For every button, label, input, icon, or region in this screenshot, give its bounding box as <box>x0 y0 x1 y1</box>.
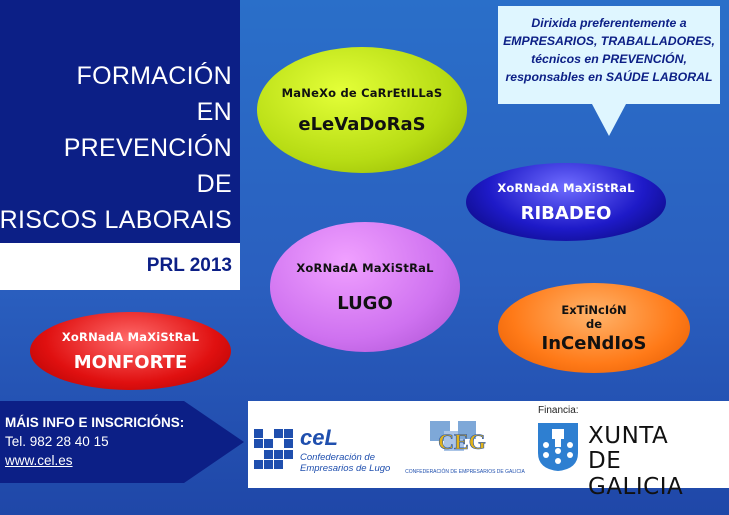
year-panel <box>0 243 240 290</box>
bubble-subtitle-2: de <box>585 316 603 331</box>
cel-grid-icon <box>254 429 294 469</box>
bubble-title: RIBADEO <box>520 202 612 224</box>
ceg-mark-icon <box>424 417 500 463</box>
ceg-name: CEG <box>438 429 486 454</box>
bubble-elevadoras <box>257 47 467 173</box>
year-label: PRL 2013 <box>146 255 232 276</box>
title-panel <box>0 0 240 243</box>
xunta-title: XUNTA <box>588 423 669 449</box>
title-line: DE <box>196 170 232 198</box>
ceg-subtitle: CONFEDERACIÓN DE EMPRESARIOS DE GALICIA <box>405 469 525 475</box>
bubble-lugo <box>270 222 460 352</box>
cel-name: ceL <box>300 425 338 450</box>
bubble-title: LUGO <box>337 292 393 314</box>
bubble-monforte <box>30 312 231 390</box>
bubble-incendios <box>498 283 690 373</box>
cel-subtitle-line: Empresarios de Lugo <box>300 463 391 474</box>
audience-callout <box>498 6 720 136</box>
cel-subtitle-line: Confederación de <box>300 452 375 463</box>
bubble-subtitle: ExTiNcIóN <box>561 302 627 317</box>
bubble-ribadeo <box>466 163 666 241</box>
bubble-subtitle: MaNeXo de CaRrEtILLaS <box>281 85 443 100</box>
bubble-title: InCeNdIoS <box>541 332 647 354</box>
logos-bar <box>248 401 729 500</box>
website-link[interactable]: www.cel.es <box>5 453 73 468</box>
financia-label: Financia: <box>538 405 579 416</box>
phone-number: Tel. 982 28 40 15 <box>5 434 109 449</box>
bubble-subtitle: XoRNadA MaXiStRaL <box>61 329 200 344</box>
bubble-subtitle: XoRNadA MaXiStRaL <box>497 180 635 195</box>
ceg-logo <box>400 415 530 481</box>
bubble-title: eLeVaDoRaS <box>298 113 426 135</box>
title-line: FORMACIÓN <box>76 62 232 90</box>
bubble-title: MONFORTE <box>73 351 188 373</box>
title-line: PREVENCIÓN <box>63 134 232 162</box>
main-title <box>0 58 232 238</box>
cel-logo <box>254 425 404 477</box>
cel-subtitle <box>300 452 390 474</box>
galicia-shield-icon <box>538 423 578 471</box>
title-line: RISCOS LABORAIS <box>0 206 232 234</box>
bubble-subtitle: XoRNadA MaXiStRaL <box>296 260 434 275</box>
info-arrow <box>0 401 244 483</box>
callout-text: Dirixida preferentemente a EMPRESARIOS, TRABALLADORES, técnicos en PREVENCIÓN, responsables en SAÚDE LABORAL <box>503 16 715 84</box>
xunta-logo <box>538 421 723 500</box>
title-line: EN <box>196 98 232 126</box>
info-heading: MÁIS INFO E INSCRICIÓNS: <box>5 415 185 430</box>
xunta-subtitle: DE GALICIA <box>588 448 684 500</box>
info-block <box>5 413 184 470</box>
